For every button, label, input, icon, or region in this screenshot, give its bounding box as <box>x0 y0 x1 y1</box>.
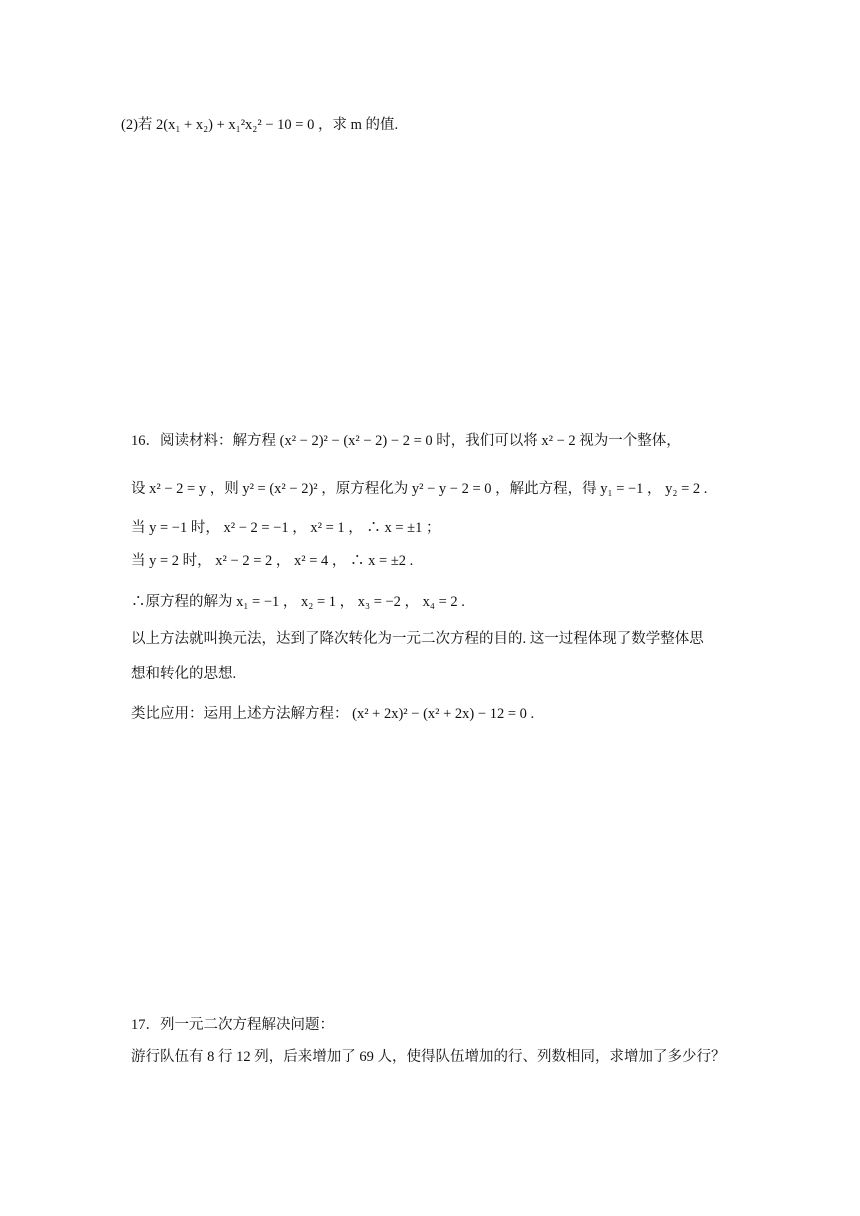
q16-method-text1: 以上方法就叫换元法，达到了降次转化为一元二次方程的目的. 这一过程体现了数学整体思 <box>131 631 704 647</box>
q16-case1-text: 当 y = −1 时， x² − 2 = −1 ， x² = 1 ， ∴ x = ±1 ； <box>131 520 441 536</box>
q16-case2-text: 当 y = 2 时， x² − 2 = 2 ， x² = 4 ， ∴ x = ±2 . <box>131 553 414 569</box>
q16-intro-line <box>131 430 681 452</box>
q16-substitution-text: 设 x² − 2 = y ，则 y² = (x² − 2)² ，原方程化为 y² − y − 2 = 0 ，解此方程，得 y₁ = −1 ， y₂ = 2 . <box>131 481 708 497</box>
q15-part2-text: (2)若 2(x₁ + x₂) + x₁²x₂² − 10 = 0 ，求 m 的值. <box>121 117 399 133</box>
q17-body-line <box>131 1046 726 1068</box>
q16-application-text: 类比应用：运用上述方法解方程： (x² + 2x)² − (x² + 2x) − 12 = 0 . <box>131 706 535 722</box>
q15-part2-line <box>121 114 398 136</box>
q16-solution-line <box>131 591 465 613</box>
q16-case1-line <box>131 517 441 539</box>
q16-method-line1 <box>131 628 704 650</box>
q17-title-text: 17．列一元二次方程解决问题： <box>131 1017 334 1033</box>
q16-solution-text: ∴原方程的解为 x₁ = −1 ， x₂ = 1 ， x₃ = −2 ， x₄ = 2 . <box>131 594 465 610</box>
q16-method-text2: 想和转化的思想. <box>131 666 237 682</box>
q16-application-line <box>131 703 534 725</box>
q16-intro-text: 16．阅读材料：解方程 (x² − 2)² − (x² − 2) − 2 = 0 时，我们可以将 x² − 2 视为一个整体， <box>131 433 681 449</box>
q16-case2-line <box>131 550 413 572</box>
q16-method-line2 <box>131 663 236 685</box>
q16-substitution-line <box>131 478 707 500</box>
q17-title-line <box>131 1014 334 1036</box>
q17-body-text: 游行队伍有 8 行 12 列，后来增加了 69 人，使得队伍增加的行、列数相同，求增加了多少行？ <box>131 1049 726 1065</box>
